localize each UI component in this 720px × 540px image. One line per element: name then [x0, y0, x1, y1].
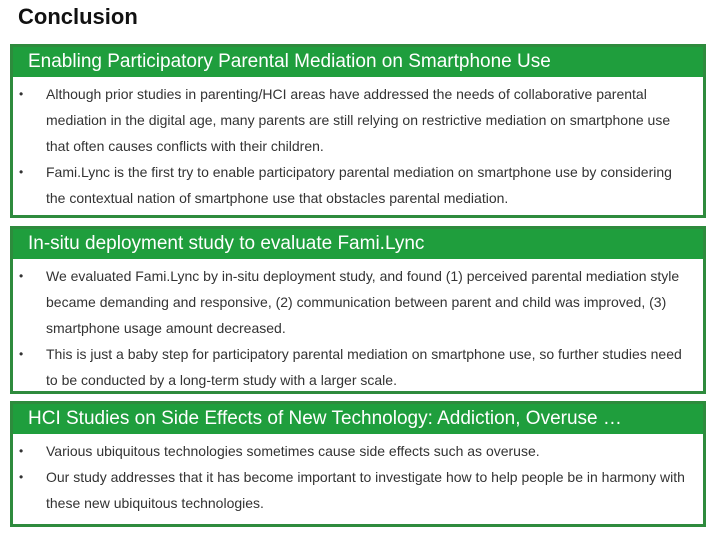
section-header: Enabling Participatory Parental Mediation on Smartphone Use: [13, 47, 703, 77]
bullet-item: [19, 81, 693, 159]
bullet-text: Fami.Lync is the first try to enable participatory parental mediation on smartphone use by considering the contextual nation of smartphone use that obstacles parental mediation.: [46, 164, 672, 206]
bullet-icon: •: [19, 269, 24, 283]
section-deployment-study: [10, 226, 706, 394]
bullet-item: [19, 263, 693, 341]
bullet-item: [19, 159, 693, 211]
section-body: [13, 77, 703, 211]
bullet-icon: •: [19, 347, 24, 361]
section-body: [13, 434, 703, 516]
bullet-text: We evaluated Fami.Lync by in-situ deployment study, and found (1) perceived parental mediation style became demanding and responsive, (2) communication between parent and child was improved, (3) smartphone usage amount decreased.: [46, 268, 680, 336]
bullet-text: Our study addresses that it has become important to investigate how to help people be in harmony with these new ubiquitous technologies.: [46, 469, 685, 511]
bullet-icon: •: [19, 87, 24, 101]
bullet-item: [19, 438, 693, 464]
section-side-effects: [10, 401, 706, 527]
bullet-text: Various ubiquitous technologies sometimes cause side effects such as overuse.: [46, 443, 540, 459]
bullet-icon: •: [19, 444, 24, 458]
bullet-text: Although prior studies in parenting/HCI areas have addressed the needs of collaborative parental mediation in the digital age, many parents are still relying on restrictive mediation on smartphone use that often causes conflicts with their children.: [46, 86, 671, 154]
bullet-item: [19, 464, 693, 516]
bullet-icon: •: [19, 470, 24, 484]
section-participatory-mediation: [10, 44, 706, 218]
bullet-icon: •: [19, 165, 24, 179]
section-header: HCI Studies on Side Effects of New Technology: Addiction, Overuse …: [13, 404, 703, 434]
slide-title: Conclusion: [18, 4, 138, 29]
section-body: [13, 259, 703, 393]
bullet-item: [19, 341, 693, 393]
bullet-text: This is just a baby step for participatory parental mediation on smartphone use, so further studies need to be conducted by a long-term study with a larger scale.: [46, 346, 682, 388]
section-header: In-situ deployment study to evaluate Fami.Lync: [13, 229, 703, 259]
